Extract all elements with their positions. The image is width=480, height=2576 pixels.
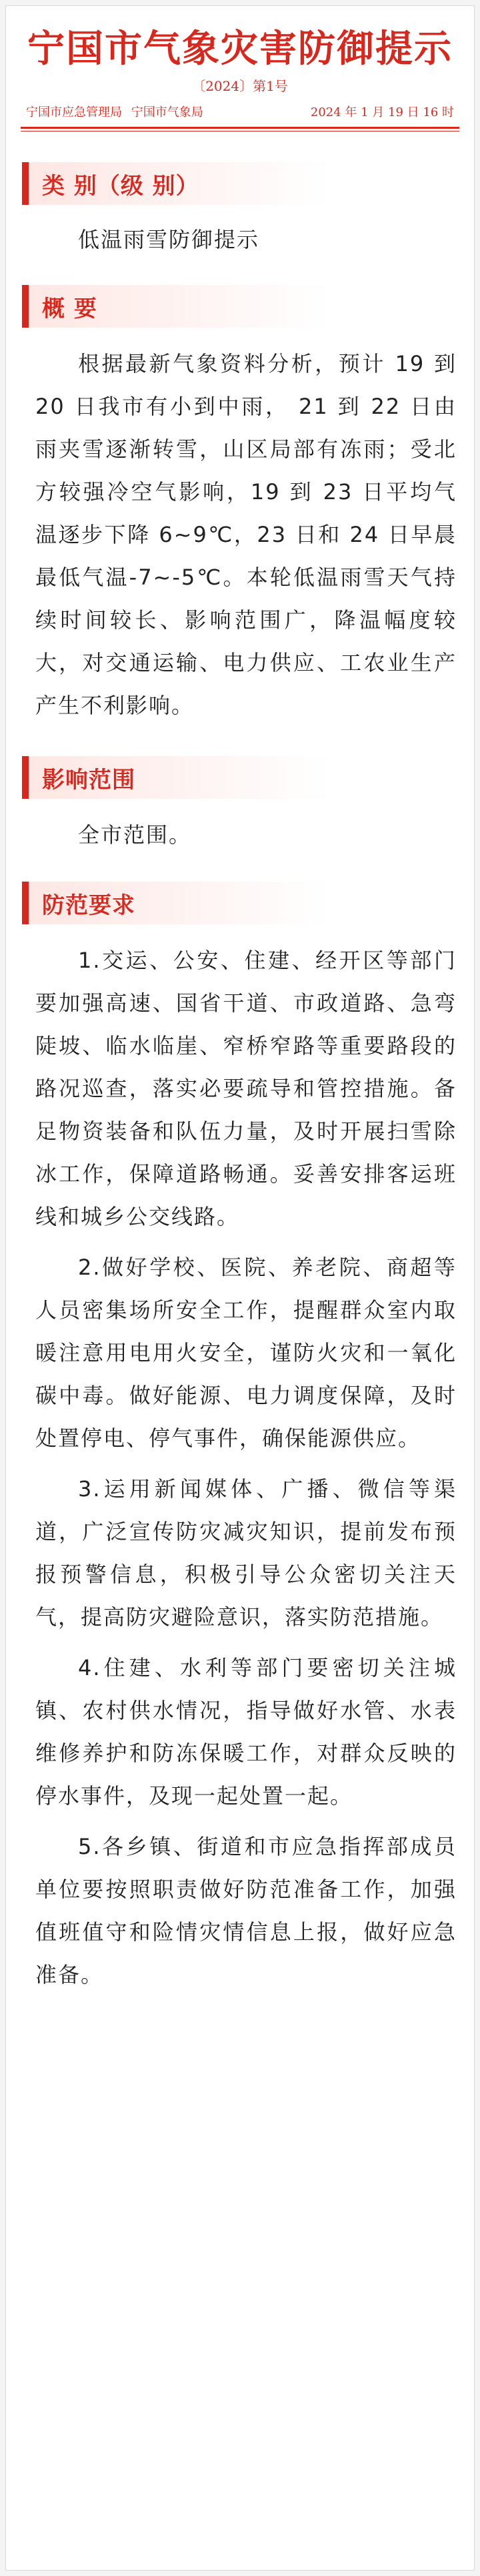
section-overview-heading (22, 285, 461, 328)
section-heading-label: 影响范围 (42, 766, 135, 793)
section-band (29, 162, 461, 205)
issuer-emergency: 宁国市应急管理局 (26, 105, 122, 119)
section-marker (22, 285, 29, 328)
measure-item-5: 5.各乡镇、街道和市应急指挥部成员单位要按照职责做好防范准备工作，加强值班值守和险情灾情信息上报，做好应急准备。 (35, 1834, 457, 1987)
issuer-meteorology: 宁国市气象局 (131, 105, 203, 119)
section-heading-label: 概 要 (42, 295, 97, 322)
issue-number: 〔2024〕第1号 (192, 78, 288, 94)
issuer-line (26, 103, 454, 120)
measure-item-4: 4.住建、水利等部门要密切关注城镇、农村供水情况，指导做好水管、水表维修养护和防冻保暖工作，对群众反映的停水事件，及现一起处置一起。 (35, 1655, 457, 1809)
section-marker (22, 756, 29, 799)
measure-item-1: 1.交运、公安、住建、经开区等部门要加强高速、国省干道、市政道路、急弯陡坡、临水临崖、窄桥窄路等重要路段的路况巡查，落实必要疏导和管控措施。备足物资装备和队伍力量，及时开展扫雪除冰工作，保障道路畅通。妥善安排客运班线和城乡公交线路。 (35, 948, 457, 1229)
header-rule (21, 127, 459, 129)
category-text: 低温雨雪防御提示 (78, 227, 260, 252)
section-marker (22, 162, 29, 205)
section-heading-label: 类 别（级 别） (42, 172, 199, 200)
section-band (29, 882, 461, 924)
section-measures-heading (22, 882, 461, 924)
section-band (29, 285, 461, 328)
issue-datetime: 2024 年 1 月 19 日 16 时 (310, 105, 454, 119)
section-scope-heading (22, 756, 461, 799)
section-marker (22, 882, 29, 924)
scope-text: 全市范围。 (78, 822, 192, 848)
section-band (29, 756, 461, 799)
measure-item-2: 2.做好学校、医院、养老院、商超等人员密集场所安全工作，提醒群众室内取暖注意用电用火安全，谨防火灾和一氧化碳中毒。做好能源、电力调度保障，及时处置停电、停气事件，确保能源供应。 (35, 1255, 457, 1451)
overview-text: 根据最新气象资料分析，预计 19 到 20 日我市有小到中雨， 21 到 22 日由雨夹雪逐渐转雪，山区局部有冻雨；受北方较强冷空气影响，19 到 23 日平均气温逐步下降 6~9℃，23 日和 24 日早晨最低气温-7~-5℃。本轮低温雨雪天气持续时间较长、影响范围广，降温幅度较大，对交通运输、电力供应、工农业生产产生不利影响。 (35, 351, 457, 718)
document-page (5, 5, 475, 2571)
document-title: 宁国市气象灾害防御提示 (27, 27, 453, 71)
section-category-heading (22, 162, 461, 205)
section-heading-label: 防范要求 (42, 892, 135, 919)
issuers (26, 103, 209, 120)
measure-item-3: 3.运用新闻媒体、广播、微信等渠道，广泛宣传防灾减灾知识，提前发布预报预警信息，积极引导公众密切关注天气，提高防灾避险意识，落实防范措施。 (35, 1476, 457, 1630)
